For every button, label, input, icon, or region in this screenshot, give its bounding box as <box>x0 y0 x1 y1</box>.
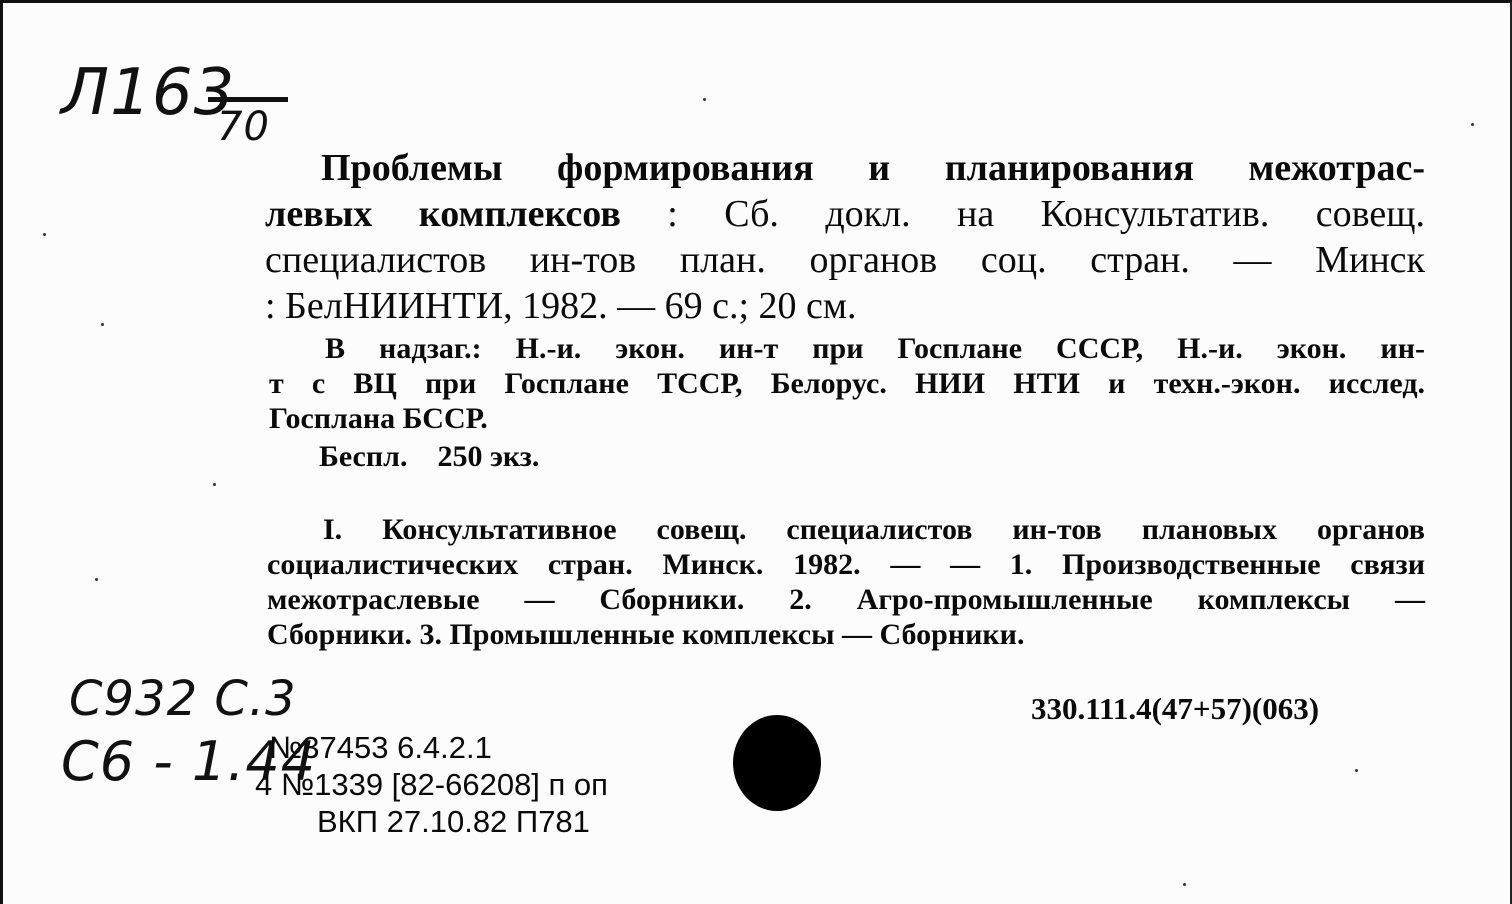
handwritten-code-line-2: С6 - 1.44 <box>61 730 317 793</box>
title-line-2-rest: : Сб. докл. на Консультатив. совещ. <box>620 193 1425 235</box>
title-line-1: Проблемы формирования и планирования межотрас- <box>321 147 1425 189</box>
shelf-mark-fraction-bar <box>208 97 288 102</box>
dust-speck <box>95 578 98 581</box>
accession-block <box>255 729 608 840</box>
tracings-line-2: социалистических стран. Минск. 1982. — — 1. Производственные связи <box>267 548 1425 581</box>
dust-speck <box>1355 769 1358 772</box>
tracings-line-4: Сборники. 3. Промышленные комплексы — Сборники. <box>267 618 1025 651</box>
title-line-4: : БелНИИНТИ, 1982. — 69 с.; 20 см. <box>265 285 857 327</box>
udc-classification: 330.111.4(47+57)(063) <box>1031 691 1320 726</box>
tracings-line-3: межотраслевые — Сборники. 2. Агро-промышленные комплексы — <box>267 583 1425 616</box>
title-line-3: специалистов ин-тов план. органов соц. стран. — Минск <box>265 239 1425 281</box>
price-and-print-run: Беспл. 250 экз. <box>319 440 540 473</box>
title-line-2 <box>265 191 1425 237</box>
accession-line-2: 4 №1339 [82-66208] п оп <box>255 767 608 802</box>
note-line-1: В надзаг.: Н.-и. экон. ин-т при Госплане СССР, Н.-и. экон. ин- <box>325 332 1425 365</box>
subject-tracings <box>267 512 1425 652</box>
parallel-heading-note <box>269 331 1425 436</box>
note-line-3: Госплана БССР. <box>269 402 488 435</box>
dust-speck <box>101 323 104 326</box>
dust-speck <box>1183 883 1186 886</box>
dust-speck <box>43 233 46 236</box>
punch-hole <box>733 715 821 811</box>
dust-speck <box>213 483 216 486</box>
note-line-2: т с ВЦ при Госплане ТССР, Белорус. НИИ НТИ и техн.-экон. исслед. <box>269 367 1425 400</box>
title-line-2-bold: левых комплексов <box>265 193 621 235</box>
accession-line-3: ВКП 27.10.82 П781 <box>317 804 590 839</box>
dust-speck <box>703 98 706 101</box>
tracings-line-1: I. Консультативное совещ. специалистов ин-тов плановых органов <box>323 513 1425 546</box>
bibliographic-title <box>265 145 1425 329</box>
accession-line-1: №37453 6.4.2.1 <box>269 730 492 765</box>
handwritten-shelf-mark: Л163 <box>61 56 236 130</box>
handwritten-shelf-denominator: 70 <box>217 104 270 150</box>
handwritten-code-line-1: С932 С.3 <box>69 671 297 727</box>
dust-speck <box>1471 123 1474 126</box>
